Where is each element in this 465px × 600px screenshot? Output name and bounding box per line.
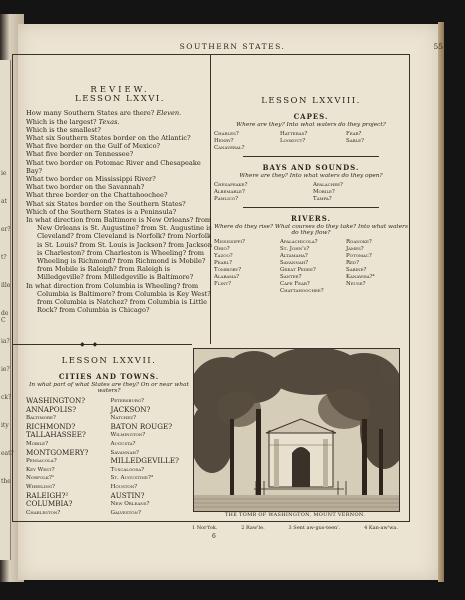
bays-prompt: Where are they? Into what waters do they open? [239,173,383,179]
review-question [26,282,214,315]
footnote: 4 Kan-aw'wa. [364,525,398,531]
city-item: Pensacola? [26,458,57,465]
river-item [346,288,408,294]
answer-text: Texas. [96,117,120,126]
rule [243,207,379,208]
bay-item: Chesapeake? [214,182,248,188]
river-item: Great Pedee? [280,267,316,273]
city-item: BATON ROUGE? [110,421,173,431]
sliver-fragment: the [1,478,11,485]
question-text: Which of the Southern States is a Peninsula? [26,207,177,216]
lesson-78-title: LESSON LXXVIII. [261,96,361,106]
river-item: Chattahoochee? [280,288,324,294]
sliver-fragment: ity [1,422,9,429]
city-item: Wilmington? [110,432,146,439]
bay-item: Tampa? [313,196,332,202]
city-item: RALEIGH?² [26,490,69,500]
cape-item: Charles? [214,131,239,137]
city-item: Natchez? [110,415,136,422]
sliver-fragment: de C [1,310,9,324]
river-item: Apalachicola? [280,239,318,245]
answer-text: Eleven. [154,109,182,118]
tomb-of-washington-engraving [193,348,400,512]
river-item: St. John's? [280,246,310,252]
river-item: Sabine? [346,267,367,273]
review-question [26,208,214,216]
river-item: Savannah? [280,260,309,266]
running-head: SOUTHERN STATES. [179,42,286,51]
river-item: Red? [346,260,360,266]
city-item: AUSTIN? [110,490,145,500]
cities-heading: CITIES AND TOWNS. [58,372,160,381]
review-question-list [26,109,214,314]
question-text: What six States border on the Southern States? [26,199,186,208]
river-item [214,288,276,294]
ornament-divider: ◆—◆ [80,341,99,348]
review-question [26,200,214,208]
sliver-fragment: ia? [1,338,10,345]
city-item: Norfolk?¹ [26,475,55,482]
lesson-77-title: LESSON LXXVII. [61,356,157,366]
sliver-fragment: t? [1,254,7,261]
bay-item: Apalachee? [313,182,343,188]
cape-item: Sable? [346,138,364,144]
cape-item: Hatteras? [280,131,308,137]
question-text: In what direction from Columbia is Wheeling? from Columbia is Baltimore? from Columbia is Key West? from Columbia is Natchez? from Columbia is Little Rock? from Columbia is Chicago? [26,281,211,315]
city-item: Augusta? [110,440,136,447]
bay-item: Mobile? [313,189,335,195]
review-question [26,183,214,191]
rivers-heading: RIVERS. [291,214,331,223]
review-question [26,216,214,282]
review-question [26,109,214,117]
review-section [26,86,214,314]
river-item: Altamaha? [280,253,308,259]
river-item: Pearl? [214,260,232,266]
rule [243,156,379,157]
capes-heading: CAPES. [293,112,329,121]
question-text: What six Southern States border on the Atlantic? [26,134,191,143]
river-item: Mississippi? [214,239,245,245]
river-item: Santee? [280,274,302,280]
engraving-illustration [194,349,399,511]
question-text: What five border on Tennessee? [26,150,134,159]
review-question [26,175,214,183]
city-item: Savannah? [110,449,139,456]
city-item: TALLAHASSEE? [26,430,86,440]
footnote: 1 Nor'fok. [192,525,218,531]
city-item: Baltimore? [26,415,56,422]
cities-list [26,397,192,517]
rivers-prompt: Where do they rise? What courses do they take? Into what waters do they flow? [214,224,408,236]
river-item: Ohio? [214,246,230,252]
city-item: ANNAPOLIS? [26,404,77,414]
city-item: COLUMBIA? [26,499,73,509]
question-text: How many Southern States are there? [26,109,155,118]
question-text: Which is the smallest? [26,125,101,134]
sliver-fragment: ie [1,170,7,177]
river-item: Kanawha?⁴ [346,274,375,280]
sliver-fragment: eat? [1,450,14,457]
cape-item: Lookout? [280,138,306,144]
question-text: What two border on Potomac River and Chesapeake Bay? [26,158,201,175]
river-item: Roanoke? [346,239,372,245]
city-item: RICHMOND? [26,421,76,431]
bay-item: Pamlico? [214,196,239,202]
question-text: What two border on the Savannah? [26,183,145,192]
review-question [26,191,214,199]
engraving-caption: THE TOMB OF WASHINGTON, MOUNT VERNON. [224,512,366,518]
cape-item: Henry? [214,138,234,144]
city-item: Petersburg? [110,398,145,404]
signature-mark: 6 [212,533,216,540]
river-item: Potomac? [346,253,372,259]
city-item: JACKSON? [110,404,151,414]
city-item: Tuscaloosa? [110,466,145,473]
pronunciation-footnotes [192,525,398,531]
city-item: Charleston? [26,509,61,516]
capes-prompt: Where are they? Into what waters do they project? [236,122,386,128]
footnote: 2 Raw'le. [241,525,265,531]
bay-item: Albemarle? [214,189,245,195]
review-title: REVIEW. [90,85,150,95]
sliver-fragment: ille [1,282,11,289]
lesson-77-section [26,356,192,517]
sliver-fragment: at [1,198,7,205]
cities-prompt: In what part of what States are they? On or near what waters? [29,382,189,394]
review-question [26,159,214,175]
question-text: What two border on Mississippi River? [26,175,156,184]
city-item: Galveston? [110,509,142,516]
lesson-76-title: LESSON LXXVI. [75,94,165,105]
page-number: 55 [433,42,443,51]
river-item: Yazoo? [214,253,233,259]
city-item: Key West? [26,466,55,473]
cape-item: Fear? [346,131,362,137]
city-item: St. Augustine?³ [110,475,154,482]
river-item: Cape Fear? [280,281,310,287]
city-item: Wheeling? [26,483,56,490]
review-question [26,134,214,142]
review-question [26,142,214,150]
previous-page-edge [0,60,14,560]
review-question [26,126,214,134]
city-item: Mobile? [26,440,49,447]
city-item: Houston? [110,483,138,490]
question-text: Which is the largest? [26,117,97,126]
sliver-fragment: ie? [1,366,10,373]
river-item: Tombigby? [214,267,242,273]
rivers-list [214,239,408,294]
sliver-fragment: er? [1,226,11,233]
river-item: Flint? [214,281,232,287]
sliver-fragment: ck? [1,394,12,401]
cape-item: Canaveral? [214,145,245,151]
city-item: New Orleans? [110,501,150,508]
footnote: 3 Sent aw-gus-teen'. [288,525,341,531]
river-item: Alabama? [214,274,240,280]
lesson-78-section [214,96,408,294]
question-text: What three border on the Chattahoochee? [26,191,168,200]
page-stack-edge [438,22,444,582]
bays-list [214,182,408,202]
review-question [26,150,214,158]
question-text: In what direction from Baltimore is New Orleans? from New Orleans is St. Augustine? from St. Augustine is Cleveland? from Cleveland is Norfolk? from Norfolk is St. Louis? from St. Louis is Jackson? from Jackson is Charleston? from Charleston is Wheeling? from Wheeling is Richmond? from Richmond is Mobile? from Mobile is Raleigh? from Raleigh is Milledgeville? from Milledgeville is Baltimore? [26,216,212,282]
review-question [26,118,214,126]
section-divider [12,344,192,345]
river-item: Neuse? [346,281,366,287]
city-item: MILLEDGEVILLE? [110,456,179,466]
question-text: What five border on the Gulf of Mexico? [26,142,161,151]
river-item: James? [346,246,364,252]
city-item: WASHINGTON? [26,396,86,405]
capes-list [214,131,408,151]
bays-heading: BAYS AND SOUNDS. [262,163,360,172]
city-item: MONTGOMERY? [26,447,89,457]
